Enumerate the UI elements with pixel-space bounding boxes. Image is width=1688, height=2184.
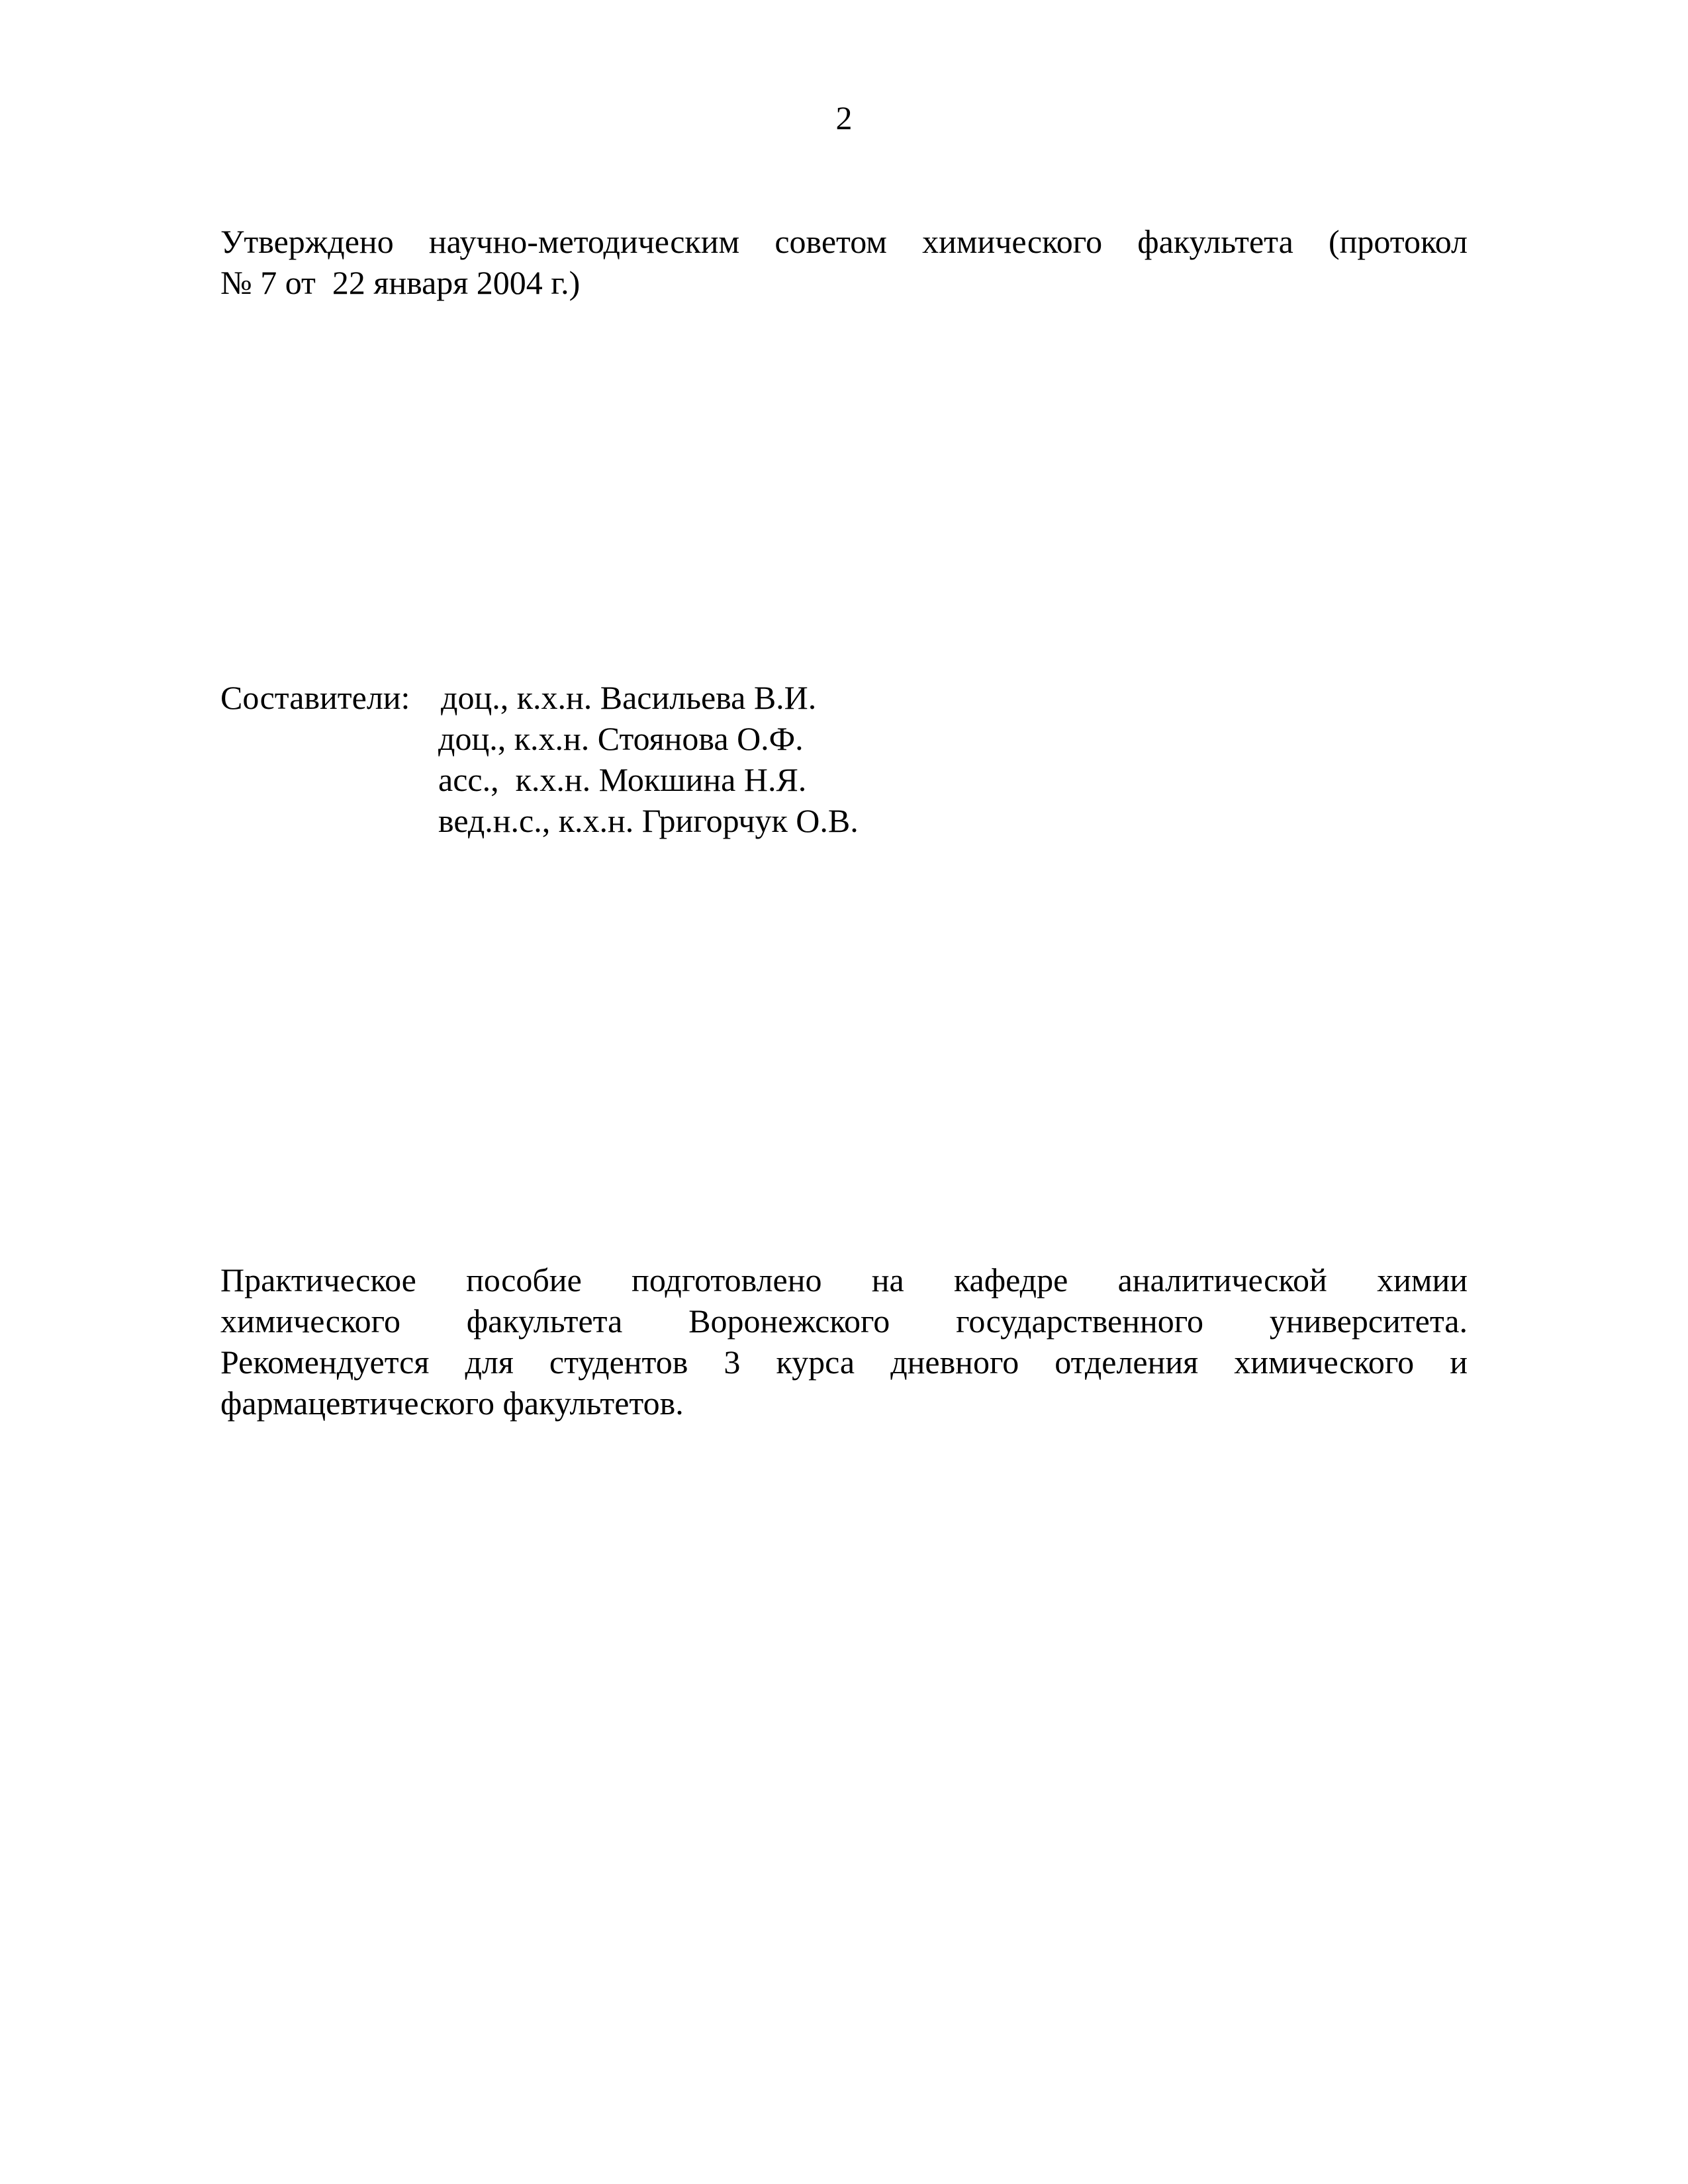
compiler-name: доц., к.х.н. Стоянова О.Ф.: [438, 720, 804, 757]
approval-line: Утверждено научно-методическим советом химического факультета (протокол: [220, 223, 1468, 260]
note-line: фармацевтического факультетов.: [220, 1385, 684, 1422]
page-number: 2: [835, 99, 853, 136]
note-line: Практическое пособие подготовлено на кафедре аналитической химии: [220, 1261, 1468, 1298]
approval-line: № 7 от 22 января 2004 г.): [220, 264, 581, 301]
approval-paragraph: [220, 221, 1468, 303]
compiler-name: асс., к.х.н. Мокшина Н.Я.: [438, 761, 807, 798]
compilers-label: Составители:: [220, 679, 410, 716]
note-line: Рекомендуется для студентов 3 курса дневного отделения химического и: [220, 1343, 1468, 1381]
compiler-name: вед.н.с., к.х.н. Григорчук О.В.: [438, 802, 859, 839]
note-line: химического факультета Воронежского государственного университета.: [220, 1302, 1468, 1340]
manual-note-paragraph: [220, 1259, 1468, 1424]
compiler-name: доц., к.х.н. Васильева В.И.: [441, 679, 817, 716]
